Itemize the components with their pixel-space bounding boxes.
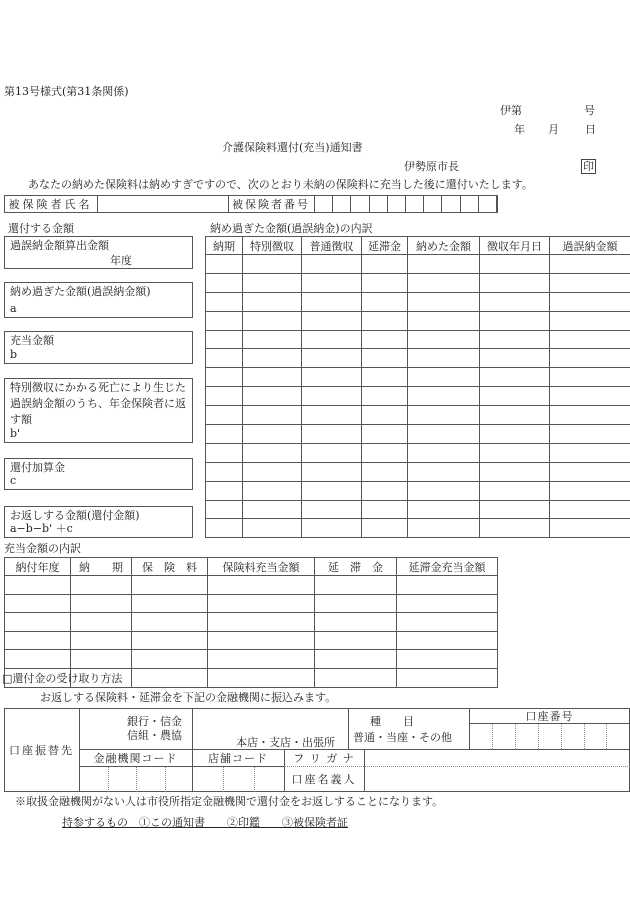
refund-box-label: 特別徴収にかかる死亡により生じた過誤納金額のうち、年金保険者に返す額 <box>10 381 186 426</box>
table-cell[interactable] <box>243 387 302 406</box>
table-cell[interactable] <box>480 443 550 462</box>
furigana-field[interactable] <box>365 750 629 766</box>
table-cell[interactable] <box>408 349 480 368</box>
table-cell[interactable] <box>480 519 550 538</box>
table-cell[interactable] <box>362 462 408 481</box>
table-row <box>206 500 630 519</box>
insured-number-digit[interactable] <box>370 196 387 212</box>
table-cell[interactable] <box>480 481 550 500</box>
note-text: ※取扱金融機関がない人は市役所指定金融機関で還付金をお返しすることになります。 <box>15 795 444 808</box>
table-cell[interactable] <box>132 613 208 632</box>
refund-heading: 還付する金額 <box>8 222 74 235</box>
table-cell[interactable] <box>315 594 397 613</box>
table-row <box>206 292 630 311</box>
table-cell[interactable] <box>5 594 71 613</box>
table-cell[interactable] <box>480 292 550 311</box>
column-header: 納期 <box>206 237 243 255</box>
table-cell[interactable] <box>71 576 132 595</box>
table-cell[interactable] <box>408 500 480 519</box>
table-cell[interactable] <box>480 255 550 274</box>
insured-number-digit[interactable] <box>351 196 369 212</box>
column-header: 延滞金充当金額 <box>397 558 498 576</box>
table-cell[interactable] <box>315 576 397 595</box>
account-transfer-label: 口座振替先 <box>9 744 74 757</box>
table-cell[interactable] <box>362 519 408 538</box>
refund-box-sub: b' <box>10 427 21 440</box>
table-cell[interactable] <box>397 594 498 613</box>
refund-box <box>4 506 193 538</box>
table-cell[interactable] <box>206 425 243 444</box>
bank-code-label: 金融機関コード <box>93 751 178 765</box>
doc-number-prefix: 伊第 <box>500 104 522 117</box>
table-cell[interactable] <box>408 406 480 425</box>
insured-number-digit[interactable] <box>461 196 478 212</box>
table-cell[interactable] <box>408 273 480 292</box>
table-cell[interactable] <box>480 406 550 425</box>
insured-number-digit[interactable] <box>315 196 332 212</box>
branch-code-label: 店舗コード <box>208 751 268 765</box>
table-cell[interactable] <box>243 481 302 500</box>
table-cell[interactable] <box>243 330 302 349</box>
table-cell[interactable] <box>362 425 408 444</box>
table-cell[interactable] <box>362 368 408 387</box>
refund-box <box>4 282 193 318</box>
table-cell[interactable] <box>243 425 302 444</box>
table-cell[interactable] <box>208 576 315 595</box>
table-cell[interactable] <box>550 462 630 481</box>
furigana-label: フ リ ガ ナ <box>293 751 355 765</box>
refund-box-sub: a <box>10 302 17 315</box>
issuer: 伊勢原市長 <box>404 160 459 173</box>
table-cell[interactable] <box>408 368 480 387</box>
table-cell[interactable] <box>362 443 408 462</box>
table-cell[interactable] <box>302 500 362 519</box>
table-cell[interactable] <box>302 481 362 500</box>
table-cell[interactable] <box>550 255 630 274</box>
column-header: 保険料充当金額 <box>208 558 315 576</box>
table-cell[interactable] <box>208 650 315 669</box>
table-cell[interactable] <box>480 425 550 444</box>
table-cell[interactable] <box>315 668 397 687</box>
table-cell[interactable] <box>206 368 243 387</box>
table-row <box>206 311 630 330</box>
date-day: 日 <box>585 123 596 136</box>
column-header: 延 滞 金 <box>315 558 397 576</box>
table-cell[interactable] <box>243 500 302 519</box>
account-number-field[interactable] <box>470 724 629 749</box>
table-cell[interactable] <box>408 255 480 274</box>
applied-table <box>4 557 498 688</box>
table-cell[interactable] <box>206 519 243 538</box>
seal-mark: 印 <box>583 160 594 173</box>
table-cell[interactable] <box>480 311 550 330</box>
table-cell[interactable] <box>362 273 408 292</box>
table-cell[interactable] <box>302 311 362 330</box>
column-header: 納付年度 <box>5 558 71 576</box>
table-cell[interactable] <box>408 387 480 406</box>
table-row <box>206 443 630 462</box>
refund-box-sub: a−b−b' ＋c <box>10 522 73 535</box>
table-cell[interactable] <box>206 500 243 519</box>
refund-box-label: 還付加算金 <box>10 461 65 474</box>
refund-box-label: 充当金額 <box>10 334 54 347</box>
table-cell[interactable] <box>206 330 243 349</box>
category-label: 種 目 <box>370 715 414 728</box>
refund-box <box>4 331 193 364</box>
overpaid-heading: 納め過ぎた金額(過誤納金)の内訳 <box>210 222 373 235</box>
table-cell[interactable] <box>362 406 408 425</box>
account-holder-field[interactable] <box>365 767 629 791</box>
table-cell[interactable] <box>243 311 302 330</box>
table-cell[interactable] <box>408 292 480 311</box>
table-cell[interactable] <box>302 387 362 406</box>
table-cell[interactable] <box>315 613 397 632</box>
table-cell[interactable] <box>206 273 243 292</box>
table-row <box>5 631 498 650</box>
account-number-label: 口座番号 <box>525 709 574 723</box>
table-cell[interactable] <box>132 594 208 613</box>
table-cell[interactable] <box>302 519 362 538</box>
table-cell[interactable] <box>315 650 397 669</box>
table-cell[interactable] <box>71 594 132 613</box>
table-cell[interactable] <box>362 311 408 330</box>
table-cell[interactable] <box>408 311 480 330</box>
column-header: 納めた金額 <box>408 237 480 255</box>
insured-number-digit[interactable] <box>424 196 441 212</box>
items-to-bring: 持参するもの ①この通知書 ②印鑑 ③被保険者証 <box>62 816 348 829</box>
table-cell[interactable] <box>206 349 243 368</box>
table-cell[interactable] <box>302 292 362 311</box>
table-cell[interactable] <box>550 406 630 425</box>
table-cell[interactable] <box>550 387 630 406</box>
date-year: 年 <box>514 123 525 136</box>
table-cell[interactable] <box>408 425 480 444</box>
table-cell[interactable] <box>480 500 550 519</box>
table-cell[interactable] <box>362 481 408 500</box>
table-cell[interactable] <box>480 387 550 406</box>
table-cell[interactable] <box>397 668 498 687</box>
receipt-heading: □還付金の受け取り方法 <box>2 672 123 685</box>
refund-box-sub: b <box>10 348 18 361</box>
table-cell[interactable] <box>362 349 408 368</box>
table-cell[interactable] <box>206 387 243 406</box>
table-cell[interactable] <box>480 462 550 481</box>
table-row <box>5 576 498 595</box>
document-title: 介護保険料還付(充当)通知書 <box>222 141 363 154</box>
table-cell[interactable] <box>206 255 243 274</box>
form-number: 第13号様式(第31条関係) <box>4 85 129 98</box>
insured-name-field[interactable] <box>98 196 228 212</box>
table-cell[interactable] <box>550 500 630 519</box>
table-cell[interactable] <box>243 443 302 462</box>
refund-box-label: お返しする金額(還付金額) <box>10 509 140 522</box>
table-row <box>206 255 630 274</box>
table-cell[interactable] <box>132 668 208 687</box>
table-cell[interactable] <box>302 330 362 349</box>
table-cell[interactable] <box>480 349 550 368</box>
table-cell[interactable] <box>243 406 302 425</box>
table-cell[interactable] <box>397 613 498 632</box>
table-cell[interactable] <box>243 519 302 538</box>
column-header: 納 期 <box>71 558 132 576</box>
table-cell[interactable] <box>480 368 550 387</box>
table-cell[interactable] <box>71 613 132 632</box>
account-holder-label: 口座名義人 <box>291 773 357 786</box>
table-cell[interactable] <box>208 631 315 650</box>
table-cell[interactable] <box>397 576 498 595</box>
table-cell[interactable] <box>408 519 480 538</box>
table-row <box>206 273 630 292</box>
table-cell[interactable] <box>302 273 362 292</box>
column-header: 過誤納金額 <box>550 237 630 255</box>
insured-number-digit[interactable] <box>388 196 405 212</box>
table-cell[interactable] <box>5 613 71 632</box>
refund-box <box>4 236 193 269</box>
table-cell[interactable] <box>362 255 408 274</box>
insured-number-label: 被保険者番号 <box>232 198 310 211</box>
table-cell[interactable] <box>550 443 630 462</box>
insured-number-digit[interactable] <box>479 196 497 212</box>
table-cell[interactable] <box>206 481 243 500</box>
table-cell[interactable] <box>302 443 362 462</box>
table-cell[interactable] <box>550 481 630 500</box>
table-cell[interactable] <box>550 425 630 444</box>
table-cell[interactable] <box>243 462 302 481</box>
table-cell[interactable] <box>480 273 550 292</box>
table-cell[interactable] <box>408 462 480 481</box>
bank-types-line2: 信組・農協 <box>127 729 182 742</box>
table-row <box>206 349 630 368</box>
table-cell[interactable] <box>550 292 630 311</box>
table-cell[interactable] <box>206 292 243 311</box>
table-cell[interactable] <box>480 330 550 349</box>
intro-text: あなたの納めた保険料は納めすぎですので、次のとおり未納の保険料に充当した後に還付いたします。 <box>28 178 533 191</box>
table-cell[interactable] <box>550 311 630 330</box>
table-cell[interactable] <box>302 349 362 368</box>
table-cell[interactable] <box>302 425 362 444</box>
table-cell[interactable] <box>206 443 243 462</box>
table-cell[interactable] <box>206 462 243 481</box>
table-row <box>206 387 630 406</box>
table-cell[interactable] <box>71 650 132 669</box>
refund-box <box>4 378 193 443</box>
date-month: 月 <box>548 123 559 136</box>
overpaid-table <box>205 236 630 538</box>
table-cell[interactable] <box>362 292 408 311</box>
category-options[interactable]: 普通・当座・その他 <box>353 731 452 744</box>
table-row <box>5 613 498 632</box>
table-cell[interactable] <box>362 500 408 519</box>
table-cell[interactable] <box>243 349 302 368</box>
table-cell[interactable] <box>408 481 480 500</box>
table-cell[interactable] <box>302 368 362 387</box>
table-cell[interactable] <box>397 631 498 650</box>
refund-box-sub: 年度 <box>110 254 132 267</box>
table-cell[interactable] <box>208 613 315 632</box>
table-row <box>5 650 498 669</box>
table-cell[interactable] <box>315 631 397 650</box>
table-cell[interactable] <box>550 368 630 387</box>
table-row <box>206 406 630 425</box>
table-row <box>206 330 630 349</box>
table-cell[interactable] <box>408 443 480 462</box>
table-cell[interactable] <box>302 462 362 481</box>
table-cell[interactable] <box>362 387 408 406</box>
table-cell[interactable] <box>208 668 315 687</box>
table-cell[interactable] <box>408 330 480 349</box>
table-cell[interactable] <box>5 576 71 595</box>
table-cell[interactable] <box>362 330 408 349</box>
column-header: 特別徴収 <box>243 237 302 255</box>
table-cell[interactable] <box>243 368 302 387</box>
insured-number-digit[interactable] <box>333 196 350 212</box>
column-header: 延滞金 <box>362 237 408 255</box>
refund-box-label: 納め過ぎた金額(過誤納金額) <box>10 285 151 298</box>
bank-code-field[interactable] <box>80 767 192 791</box>
insured-number-digit[interactable] <box>442 196 460 212</box>
table-cell[interactable] <box>5 650 71 669</box>
insured-name-label: 被保険者氏名 <box>8 198 93 211</box>
table-row <box>206 368 630 387</box>
insured-number-digit[interactable] <box>406 196 423 212</box>
table-cell[interactable] <box>132 576 208 595</box>
column-header: 徴収年月日 <box>480 237 550 255</box>
applied-heading: 充当金額の内訳 <box>4 542 81 555</box>
table-row <box>5 594 498 613</box>
table-cell[interactable] <box>206 311 243 330</box>
branch-types: 本店・支店・出張所 <box>236 736 335 749</box>
table-row <box>206 425 630 444</box>
table-cell[interactable] <box>302 406 362 425</box>
table-cell[interactable] <box>206 406 243 425</box>
table-cell[interactable] <box>5 631 71 650</box>
table-row <box>206 462 630 481</box>
table-cell[interactable] <box>243 292 302 311</box>
table-cell[interactable] <box>208 594 315 613</box>
bank-types-line1: 銀行・信金 <box>127 715 182 728</box>
table-cell[interactable] <box>397 650 498 669</box>
column-header: 保 険 料 <box>132 558 208 576</box>
table-cell[interactable] <box>243 255 302 274</box>
receipt-instruction: お返しする保険料・延滞金を下記の金融機関に振込みます。 <box>40 691 337 704</box>
doc-number-suffix: 号 <box>584 104 595 117</box>
table-cell[interactable] <box>550 349 630 368</box>
table-cell[interactable] <box>550 330 630 349</box>
table-cell[interactable] <box>132 650 208 669</box>
refund-box <box>4 458 193 490</box>
table-cell[interactable] <box>302 255 362 274</box>
table-row <box>206 481 630 500</box>
column-header: 普通徴収 <box>302 237 362 255</box>
table-cell[interactable] <box>132 631 208 650</box>
refund-box-label: 過誤納金額算出金額 <box>10 239 109 252</box>
table-cell[interactable] <box>550 519 630 538</box>
branch-code-field[interactable] <box>193 767 284 791</box>
table-cell[interactable] <box>550 273 630 292</box>
refund-box-sub: c <box>10 474 17 487</box>
table-cell[interactable] <box>243 273 302 292</box>
table-cell[interactable] <box>71 631 132 650</box>
table-row <box>206 519 630 538</box>
